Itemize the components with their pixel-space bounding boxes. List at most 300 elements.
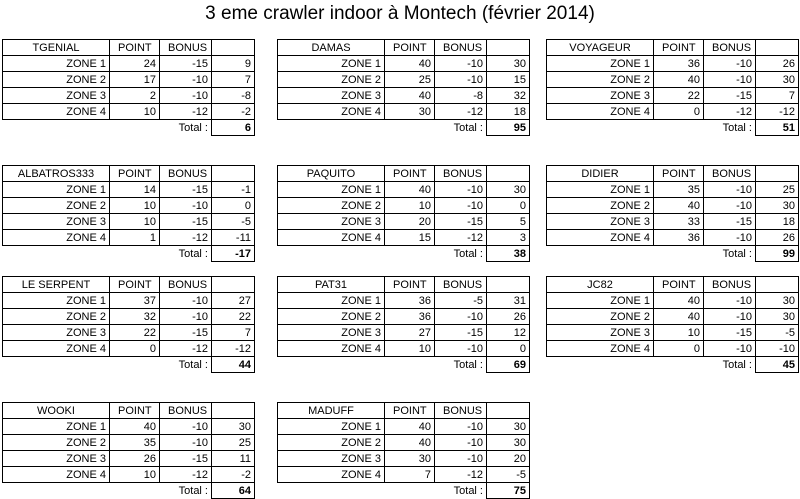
total-row [547,246,799,262]
total-value: 95 [487,120,530,136]
zone-score: 25 [212,435,255,451]
total-row [3,246,255,262]
zone-score: 30 [487,56,530,72]
zone-label: ZONE 3 [3,451,110,467]
zone-bonus: -10 [160,198,212,214]
page-title: 3 eme crawler indoor à Montech (février 2014) [205,3,595,24]
zone-label: ZONE 1 [3,419,110,435]
zone-row [3,451,255,467]
zone-score: 30 [756,198,799,214]
zone-point: 17 [110,72,160,88]
zone-row [278,230,530,246]
zone-label: ZONE 1 [278,182,385,198]
zone-point: 0 [110,341,160,357]
zone-bonus: -10 [704,230,756,246]
zone-label: ZONE 3 [547,88,654,104]
point-header: POINT [654,277,704,293]
zone-row [547,104,799,120]
zone-score: 30 [487,182,530,198]
zone-bonus: -10 [435,341,487,357]
score-header [756,40,799,56]
point-header: POINT [110,166,160,182]
zone-score: 7 [212,72,255,88]
player-score-table [2,276,255,373]
player-score-table [546,39,799,136]
zone-row [278,293,530,309]
point-header: POINT [654,166,704,182]
zone-bonus: -15 [160,182,212,198]
zone-label: ZONE 3 [278,451,385,467]
player-score-table [277,402,530,499]
bonus-header: BONUS [160,40,212,56]
bonus-header: BONUS [435,403,487,419]
player-score-table [546,165,799,262]
bonus-header: BONUS [435,277,487,293]
zone-row [547,341,799,357]
zone-score: 32 [487,88,530,104]
zone-bonus: -12 [160,230,212,246]
zone-bonus: -10 [704,182,756,198]
score-header [487,403,530,419]
total-label: Total : [453,247,483,260]
zone-point: 40 [654,293,704,309]
bonus-header: BONUS [160,277,212,293]
zone-row [547,56,799,72]
zone-score: -8 [212,88,255,104]
zone-bonus: -10 [435,182,487,198]
zone-label: ZONE 3 [3,325,110,341]
zone-bonus: -10 [160,309,212,325]
total-row [278,357,530,373]
zone-score: 20 [487,451,530,467]
bonus-header: BONUS [435,166,487,182]
table-header-row [3,40,255,56]
zone-point: 14 [110,182,160,198]
bonus-header: BONUS [704,40,756,56]
zone-score: 0 [487,341,530,357]
zone-score: -2 [212,104,255,120]
zone-row [3,230,255,246]
zone-label: ZONE 4 [278,104,385,120]
table-header-row [3,403,255,419]
zone-label: ZONE 3 [278,325,385,341]
zone-label: ZONE 2 [278,309,385,325]
zone-score: 15 [487,72,530,88]
zone-row [3,467,255,483]
zone-point: 32 [110,309,160,325]
total-row [3,120,255,136]
zone-label: ZONE 3 [278,88,385,104]
zone-score: 30 [756,309,799,325]
table-header-row [278,277,530,293]
zone-score: 0 [487,198,530,214]
zone-row [547,88,799,104]
zone-score: 18 [756,214,799,230]
zone-bonus: -5 [435,293,487,309]
zone-point: 36 [385,309,435,325]
zone-row [278,56,530,72]
zone-point: 40 [654,309,704,325]
zone-label: ZONE 3 [547,214,654,230]
zone-row [278,198,530,214]
player-name: VOYAGEUR [547,40,654,56]
zone-row [3,198,255,214]
total-row [547,357,799,373]
zone-bonus: -12 [435,104,487,120]
zone-row [3,182,255,198]
total-label: Total : [178,358,208,371]
zone-row [278,435,530,451]
bonus-header: BONUS [435,40,487,56]
total-label: Total : [453,484,483,497]
player-score-table [277,276,530,373]
zone-score: 26 [487,309,530,325]
zone-label: ZONE 3 [547,325,654,341]
zone-score: -10 [756,341,799,357]
zone-point: 36 [654,230,704,246]
table-header-row [547,277,799,293]
point-header: POINT [110,277,160,293]
score-header [756,166,799,182]
player-score-table [2,165,255,262]
zone-score: 9 [212,56,255,72]
table-header-row [3,166,255,182]
total-row [3,483,255,499]
zone-label: ZONE 3 [278,214,385,230]
table-header-row [547,166,799,182]
zone-bonus: -15 [160,214,212,230]
zone-bonus: -12 [435,467,487,483]
zone-label: ZONE 4 [3,104,110,120]
table-header-row [3,277,255,293]
player-score-table [277,165,530,262]
zone-point: 2 [110,88,160,104]
total-label: Total : [722,358,752,371]
zone-score: 26 [756,230,799,246]
zone-bonus: -15 [160,325,212,341]
zone-score: 26 [756,56,799,72]
zone-point: 40 [385,56,435,72]
table-header-row [547,40,799,56]
zone-label: ZONE 1 [3,293,110,309]
total-value: 51 [756,120,799,136]
zone-point: 10 [654,325,704,341]
score-header [212,40,255,56]
zone-bonus: -10 [160,293,212,309]
zone-label: ZONE 2 [278,198,385,214]
player-score-table [277,39,530,136]
zone-bonus: -10 [160,435,212,451]
zone-score: 31 [487,293,530,309]
zone-label: ZONE 1 [547,182,654,198]
zone-score: 7 [756,88,799,104]
zone-point: 10 [385,341,435,357]
total-value: 38 [487,246,530,262]
zone-label: ZONE 4 [547,230,654,246]
table-header-row [278,166,530,182]
zone-label: ZONE 1 [3,182,110,198]
zone-point: 10 [110,198,160,214]
zone-label: ZONE 1 [278,293,385,309]
zone-score: 30 [487,419,530,435]
score-header [487,40,530,56]
player-score-table [2,39,255,136]
zone-point: 40 [385,88,435,104]
zone-row [3,88,255,104]
zone-label: ZONE 4 [278,341,385,357]
zone-label: ZONE 1 [547,56,654,72]
zone-label: ZONE 4 [3,467,110,483]
zone-row [278,104,530,120]
point-header: POINT [385,277,435,293]
zone-bonus: -10 [704,293,756,309]
zone-point: 10 [110,467,160,483]
zone-bonus: -10 [704,198,756,214]
zone-score: 22 [212,309,255,325]
total-value: 75 [487,483,530,499]
zone-point: 40 [654,198,704,214]
total-value: 99 [756,246,799,262]
zone-score: -11 [212,230,255,246]
zone-label: ZONE 2 [3,198,110,214]
zone-label: ZONE 1 [278,419,385,435]
zone-bonus: -8 [435,88,487,104]
player-name: TGENIAL [3,40,110,56]
total-row [3,357,255,373]
zone-bonus: -10 [435,309,487,325]
zone-point: 27 [385,325,435,341]
zone-score: 11 [212,451,255,467]
bonus-header: BONUS [160,403,212,419]
point-header: POINT [110,40,160,56]
zone-row [547,293,799,309]
zone-point: 30 [385,104,435,120]
zone-row [278,182,530,198]
zone-label: ZONE 2 [547,309,654,325]
zone-bonus: -10 [435,451,487,467]
zone-row [3,341,255,357]
zone-bonus: -10 [435,72,487,88]
zone-label: ZONE 3 [3,88,110,104]
zone-point: 40 [654,72,704,88]
total-label: Total : [722,247,752,260]
zone-score: 0 [212,198,255,214]
zone-row [3,309,255,325]
total-value: 64 [212,483,255,499]
zone-row [3,293,255,309]
zone-point: 0 [654,104,704,120]
zone-bonus: -15 [160,56,212,72]
zone-point: 26 [110,451,160,467]
player-score-table [2,402,255,499]
total-label: Total : [453,121,483,134]
point-header: POINT [385,40,435,56]
point-header: POINT [110,403,160,419]
total-row [278,246,530,262]
zone-point: 40 [385,182,435,198]
zone-point: 25 [385,72,435,88]
player-score-table [546,276,799,373]
zone-label: ZONE 1 [3,56,110,72]
zone-bonus: -12 [704,104,756,120]
zone-row [278,309,530,325]
zone-label: ZONE 4 [3,230,110,246]
zone-bonus: -10 [704,341,756,357]
player-name: MADUFF [278,403,385,419]
zone-score: 12 [487,325,530,341]
zone-row [547,214,799,230]
zone-row [278,72,530,88]
zone-row [3,325,255,341]
zone-row [278,451,530,467]
zone-row [278,325,530,341]
zone-row [278,341,530,357]
score-header [487,166,530,182]
zone-score: -12 [212,341,255,357]
zone-bonus: -10 [160,72,212,88]
player-name: LE SERPENT [3,277,110,293]
zone-score: 25 [756,182,799,198]
zone-score: 3 [487,230,530,246]
zone-bonus: -15 [435,214,487,230]
total-label: Total : [178,247,208,260]
zone-bonus: -12 [160,467,212,483]
zone-label: ZONE 3 [3,214,110,230]
total-value: 44 [212,357,255,373]
total-label: Total : [178,121,208,134]
zone-bonus: -10 [160,419,212,435]
player-name: DAMAS [278,40,385,56]
zone-row [547,198,799,214]
zone-score: 30 [212,419,255,435]
zone-bonus: -10 [704,72,756,88]
zone-row [278,214,530,230]
total-row [278,120,530,136]
zone-label: ZONE 2 [3,72,110,88]
zone-bonus: -10 [435,419,487,435]
zone-bonus: -15 [704,325,756,341]
zone-point: 15 [385,230,435,246]
zone-row [3,72,255,88]
zone-point: 40 [385,435,435,451]
zone-row [278,467,530,483]
score-header [212,277,255,293]
zone-label: ZONE 2 [278,435,385,451]
zone-point: 7 [385,467,435,483]
zone-score: -5 [487,467,530,483]
zone-label: ZONE 2 [3,309,110,325]
total-label: Total : [722,121,752,134]
total-value: 69 [487,357,530,373]
zone-score: -12 [756,104,799,120]
zone-score: 27 [212,293,255,309]
zone-bonus: -12 [435,230,487,246]
zone-score: -5 [756,325,799,341]
zone-row [547,72,799,88]
zone-point: 35 [654,182,704,198]
player-name: PAQUITO [278,166,385,182]
zone-point: 10 [110,214,160,230]
zone-bonus: -10 [435,56,487,72]
score-header [212,166,255,182]
zone-point: 36 [385,293,435,309]
zone-score: 18 [487,104,530,120]
player-name: PAT31 [278,277,385,293]
point-header: POINT [385,403,435,419]
zone-point: 22 [110,325,160,341]
zone-score: 30 [756,72,799,88]
point-header: POINT [385,166,435,182]
player-name: WOOKI [3,403,110,419]
zone-label: ZONE 4 [547,341,654,357]
zone-point: 10 [110,104,160,120]
zone-score: 5 [487,214,530,230]
zone-point: 20 [385,214,435,230]
zone-point: 1 [110,230,160,246]
zone-point: 0 [654,341,704,357]
zone-row [547,309,799,325]
total-label: Total : [453,358,483,371]
zone-point: 22 [654,88,704,104]
zone-score: 30 [756,293,799,309]
zone-row [278,88,530,104]
zone-row [3,214,255,230]
score-header [756,277,799,293]
zone-score: 7 [212,325,255,341]
score-header [212,403,255,419]
zone-bonus: -10 [435,435,487,451]
bonus-header: BONUS [704,166,756,182]
zone-row [278,419,530,435]
zone-bonus: -15 [435,325,487,341]
zone-bonus: -15 [704,88,756,104]
zone-score: -2 [212,467,255,483]
point-header: POINT [654,40,704,56]
zone-row [3,435,255,451]
zone-label: ZONE 2 [547,198,654,214]
zone-label: ZONE 4 [3,341,110,357]
zone-row [3,419,255,435]
zone-score: -5 [212,214,255,230]
zone-bonus: -12 [160,341,212,357]
zone-bonus: -10 [704,309,756,325]
zone-point: 37 [110,293,160,309]
total-value: 6 [212,120,255,136]
total-row [278,483,530,499]
zone-label: ZONE 2 [3,435,110,451]
total-value: 45 [756,357,799,373]
player-name: DIDIER [547,166,654,182]
score-header [487,277,530,293]
zone-score: -1 [212,182,255,198]
zone-point: 30 [385,451,435,467]
zone-row [547,230,799,246]
total-row [547,120,799,136]
zone-row [3,104,255,120]
zone-bonus: -15 [704,214,756,230]
zone-score: 30 [487,435,530,451]
zone-label: ZONE 1 [278,56,385,72]
zone-label: ZONE 4 [547,104,654,120]
zone-row [3,56,255,72]
zone-point: 35 [110,435,160,451]
zone-bonus: -10 [160,88,212,104]
zone-point: 10 [385,198,435,214]
zone-label: ZONE 4 [278,467,385,483]
zone-label: ZONE 1 [547,293,654,309]
zone-row [547,182,799,198]
zone-row [547,325,799,341]
